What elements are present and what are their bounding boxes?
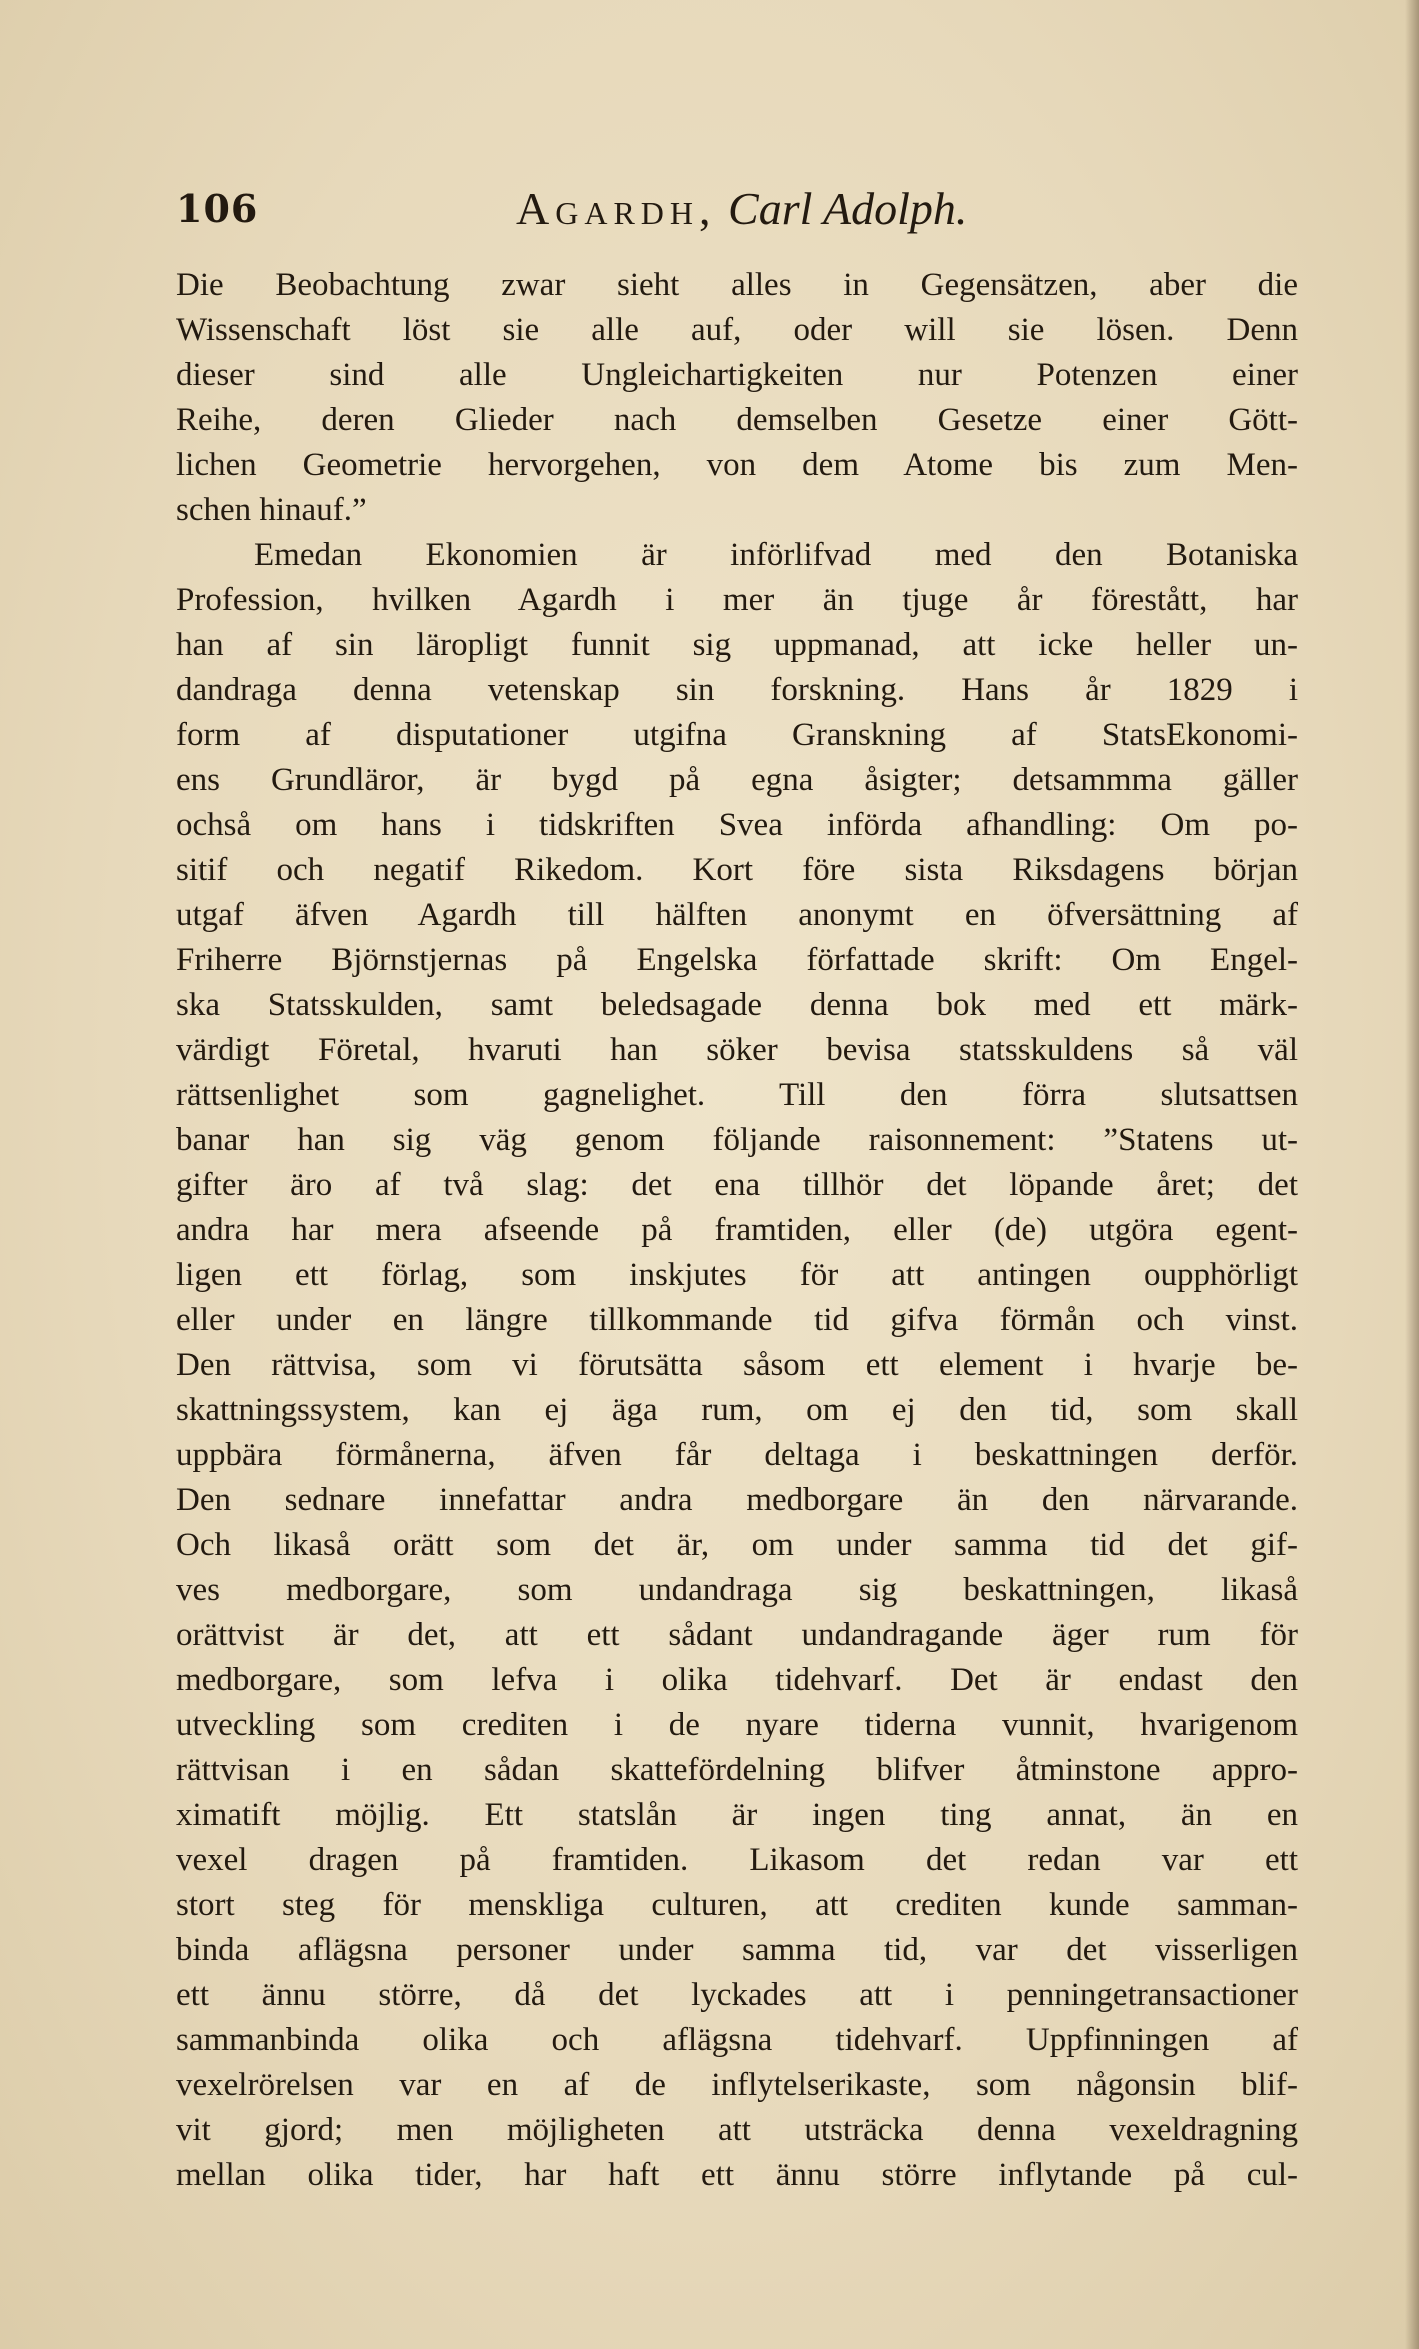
text-line: sammanbinda olika och aflägsna tidehvarf. Uppfinningen af	[176, 2022, 1298, 2058]
text-line: vexelrörelsen var en af de inflytelserikaste, som någonsin blif-	[176, 2067, 1298, 2103]
text-line: ett ännu större, då det lyckades att i penningetransactioner	[176, 1977, 1298, 2013]
text-line: Och likaså orätt som det är, om under samma tid det gif-	[176, 1527, 1298, 1563]
page-number: 106	[176, 186, 259, 231]
text-line: Wissenschaft löst sie alle auf, oder will sie lösen. Denn	[176, 312, 1298, 348]
text-line: han af sin läropligt funnit sig uppmanad, att icke heller un-	[176, 627, 1298, 663]
running-head-title	[516, 182, 967, 235]
text-line: rättsenlighet som gagnelighet. Till den förra slutsattsen	[176, 1077, 1298, 1113]
author-given-names: Carl Adolph.	[728, 183, 968, 234]
text-line: ligen ett förlag, som inskjutes för att antingen oupphörligt	[176, 1257, 1298, 1293]
text-line: utveckling som crediten i de nyare tiderna vunnit, hvarigenom	[176, 1707, 1298, 1743]
text-line: gifter äro af två slag: det ena tillhör det löpande året; det	[176, 1167, 1298, 1203]
text-line: andra har mera afseende på framtiden, eller (de) utgöra egent-	[176, 1212, 1298, 1248]
text-line: Friherre Björnstjernas på Engelska författade skrift: Om Engel-	[176, 942, 1298, 978]
text-line: medborgare, som lefva i olika tidehvarf. Det är endast den	[176, 1662, 1298, 1698]
text-line: Den sednare innefattar andra medborgare än den närvarande.	[176, 1482, 1298, 1518]
text-line: schen hinauf.”	[176, 492, 367, 528]
text-line: ximatift möjlig. Ett statslån är ingen ting annat, än en	[176, 1797, 1298, 1833]
text-line: värdigt Företal, hvaruti han söker bevisa statsskuldens så väl	[176, 1032, 1298, 1068]
text-line: Die Beobachtung zwar sieht alles in Gegensätzen, aber die	[176, 267, 1298, 303]
text-line: lichen Geometrie hervorgehen, von dem Atome bis zum Men-	[176, 447, 1298, 483]
text-line: uppbära förmånerna, äfven får deltaga i beskattningen derför.	[176, 1437, 1298, 1473]
text-line: dandraga denna vetenskap sin forskning. Hans år 1829 i	[176, 672, 1298, 708]
body-text	[176, 263, 1298, 2198]
text-line: rättvisan i en sådan skattefördelning blifver åtminstone appro-	[176, 1752, 1298, 1788]
text-line: Profession, hvilken Agardh i mer än tjuge år förestått, har	[176, 582, 1298, 618]
author-surname: Agardh,	[516, 183, 717, 234]
text-line: stort steg för menskliga culturen, att crediten kunde samman-	[176, 1887, 1298, 1923]
text-line: form af disputationer utgifna Granskning af StatsEkonomi-	[176, 717, 1298, 753]
text-line: skattningssystem, kan ej äga rum, om ej den tid, som skall	[176, 1392, 1298, 1428]
text-line: eller under en längre tillkommande tid gifva förmån och vinst.	[176, 1302, 1298, 1338]
text-line: sitif och negatif Rikedom. Kort före sista Riksdagens början	[176, 852, 1298, 888]
text-line: ska Statsskulden, samt beledsagade denna bok med ett märk-	[176, 987, 1298, 1023]
text-line: ens Grundläror, är bygd på egna åsigter; detsammma gäller	[176, 762, 1298, 798]
text-line: utgaf äfven Agardh till hälften anonymt en öfversättning af	[176, 897, 1298, 933]
text-line: Reihe, deren Glieder nach demselben Gesetze einer Gött-	[176, 402, 1298, 438]
page-edge-shadow	[1405, 0, 1419, 2349]
text-line: vit gjord; men möjligheten att utsträcka denna vexeldragning	[176, 2112, 1298, 2148]
text-line: Emedan Ekonomien är införlifvad med den Botaniska	[254, 537, 1298, 573]
text-line: orättvist är det, att ett sådant undandragande äger rum för	[176, 1617, 1298, 1653]
text-line: vexel dragen på framtiden. Likasom det redan var ett	[176, 1842, 1298, 1878]
text-line: ves medborgare, som undandraga sig beskattningen, likaså	[176, 1572, 1298, 1608]
text-line: Den rättvisa, som vi förutsätta såsom ett element i hvarje be-	[176, 1347, 1298, 1383]
text-line: banar han sig väg genom följande raisonnement: ”Statens ut-	[176, 1122, 1298, 1158]
text-line: mellan olika tider, har haft ett ännu större inflytande på cul-	[176, 2157, 1298, 2193]
running-head	[176, 178, 1296, 238]
text-line: binda aflägsna personer under samma tid, var det visserligen	[176, 1932, 1298, 1968]
text-line: ochså om hans i tidskriften Svea införda afhandling: Om po-	[176, 807, 1298, 843]
text-line: dieser sind alle Ungleichartigkeiten nur Potenzen einer	[176, 357, 1298, 393]
